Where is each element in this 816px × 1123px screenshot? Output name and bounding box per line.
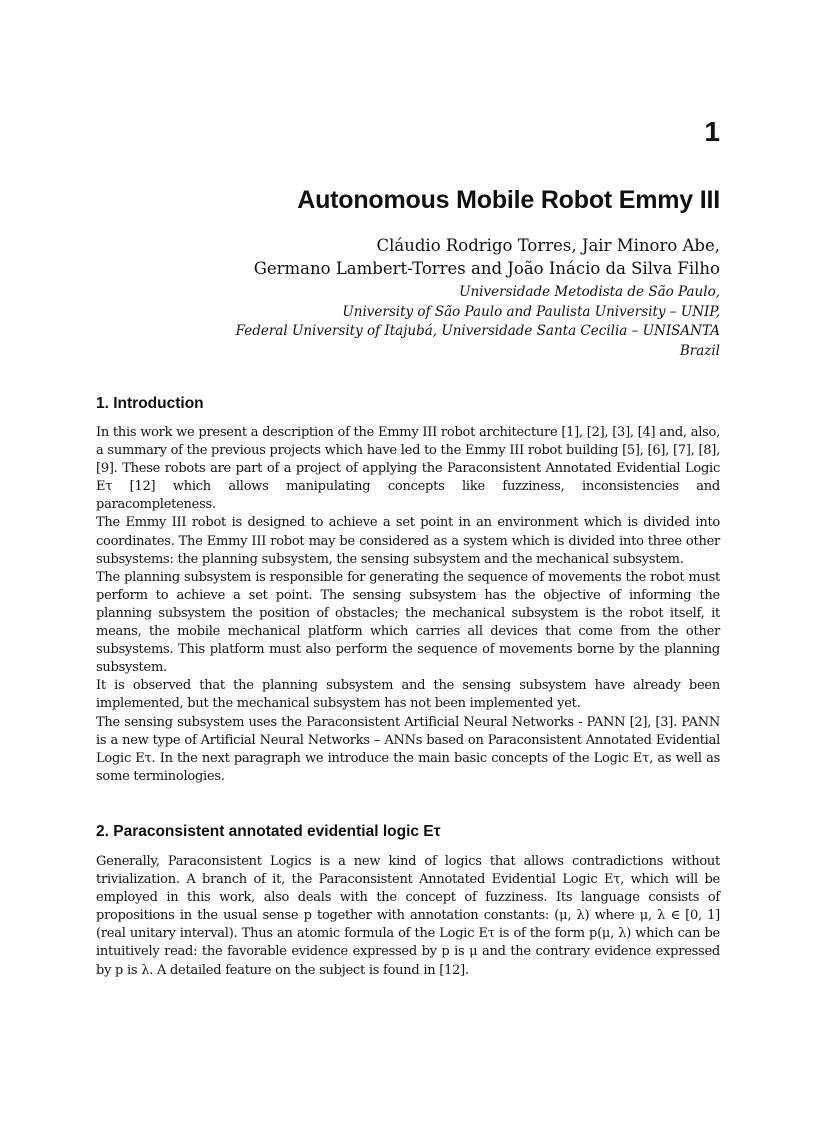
section-heading-logic: 2. Paraconsistent annotated evidential logic Eτ <box>96 823 441 840</box>
affiliation-line: Federal University of Itajubá, Universidade Santa Cecilia – UNISANTA <box>235 323 720 339</box>
affiliation-line: Universidade Metodista de São Paulo, <box>459 284 720 300</box>
section-body-logic <box>96 853 720 980</box>
paragraph: The Emmy III robot is designed to achieve a set point in an environment which is divided into coordinates. The Emmy III robot may be considered as a system which is divided into three other subsystems: the planning subsystem, the sensing subsystem and the mechanical subsystem. <box>96 515 720 567</box>
paragraph: The sensing subsystem uses the Paraconsistent Artificial Neural Networks - PANN [2], [3]. PANN is a new type of Artificial Neural Networks – ANNs based on Paraconsistent Annotated Evidential Logic Eτ. In the next paragraph we introduce the main basic concepts of the Logic Eτ, as well as some terminologies. <box>96 714 720 784</box>
affiliation-line: University of São Paulo and Paulista University – UNIP, <box>342 303 720 320</box>
paragraph: In this work we present a description of the Emmy III robot architecture [1], [2], [3], [4] and, also, a summary of the previous projects which have led to the Emmy III robot building [5], [6], [7], [8], [9]. These robots are part of a project of applying the Paraconsistent Annotated Evidential Logic Eτ [12] which allows manipulating concepts like fuzziness, inconsistencies and paracompleteness. <box>96 425 720 513</box>
author-list <box>100 235 720 280</box>
section-body-introduction <box>96 424 720 786</box>
paragraph: It is observed that the planning subsystem and the sensing subsystem have already been implemented, but the mechanical subsystem has not been implemented yet. <box>96 678 720 712</box>
chapter-title: Autonomous Mobile Robot Emmy III <box>297 186 720 214</box>
paragraph: The planning subsystem is responsible for generating the sequence of movements the robot must perform to achieve a set point. The sensing subsystem has the objective of informing the planning subsystem the position of obstacles; the mechanical subsystem is the robot itself, it means, the mobile mechanical platform which carries all devices that come from the other subsystems. This platform must also perform the sequence of movements borne by the planning subsystem. <box>96 569 720 676</box>
paragraph: Generally, Paraconsistent Logics is a new kind of logics that allows contradictions without trivialization. A branch of it, the Paraconsistent Annotated Evidential Logic Eτ, which will be employed in this work, also deals with the concept of fuzziness. Its language consists of propositions in the usual sense p together with annotation constants: (μ, λ) where μ, λ ∈ [0, 1] (real unitary interval). Thus an atomic formula of the Logic Eτ is of the form p(μ, λ) which can be intuitively read: the favorable evidence expressed by p is μ and the contrary evidence expressed by p is λ. A detailed feature on the subject is found in [12]. <box>96 854 720 978</box>
chapter-number: 1 <box>704 116 720 147</box>
author-line: Cláudio Rodrigo Torres, Jair Minoro Abe, <box>376 236 720 255</box>
affiliation-line: Brazil <box>679 342 720 359</box>
author-line: Germano Lambert-Torres and João Inácio da Silva Filho <box>253 258 720 278</box>
affiliation-list <box>100 283 720 361</box>
section-heading-introduction: 1. Introduction <box>96 395 204 412</box>
